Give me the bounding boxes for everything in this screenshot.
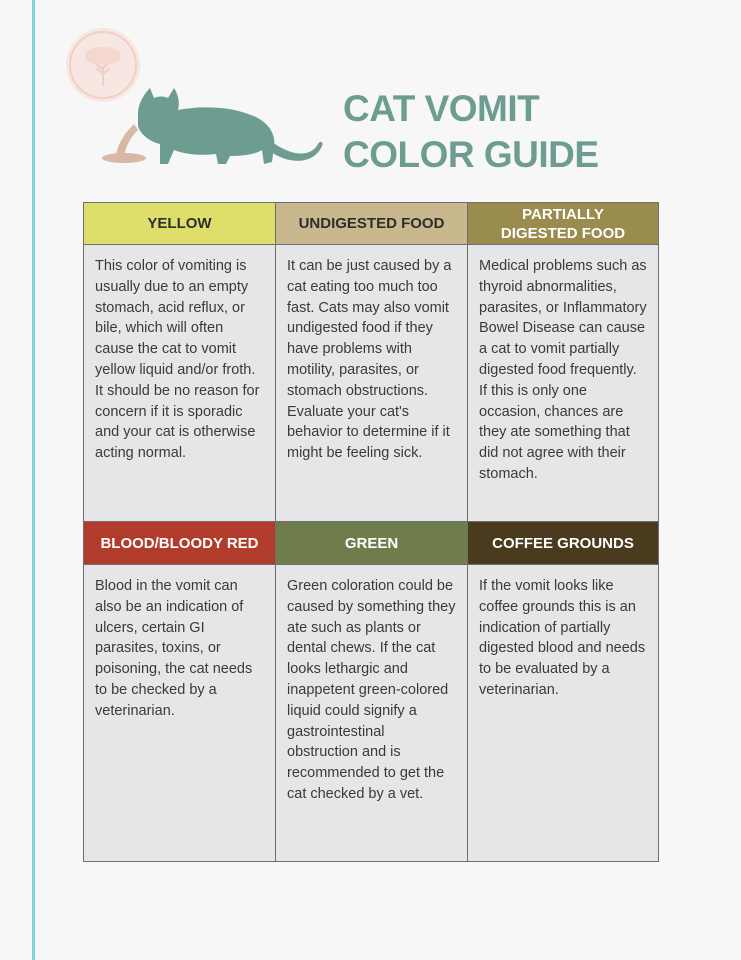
- left-accent-rule: [32, 0, 35, 960]
- cell-blood: [84, 565, 276, 861]
- cat-silhouette-icon: [98, 84, 328, 174]
- color-guide-table: [83, 202, 659, 862]
- header-blood: BLOOD/BLOODY RED: [84, 521, 276, 565]
- cell-green: [276, 565, 468, 861]
- header-partially-digested-food: PARTIALLY DIGESTED FOOD: [468, 203, 658, 245]
- text-partially-digested-food: Medical problems such as thyroid abnormalities, parasites, or Inflammatory Bowel Disease can cause a cat to vomit partially digested food frequently. If this is only one occasion, chances are they ate something that did not agree with their stomach.: [479, 258, 647, 482]
- header-coffee-grounds: COFFEE GROUNDS: [468, 521, 658, 565]
- text-yellow: This color of vomiting is usually due to an empty stomach, acid reflux, or bile, which will often cause the cat to vomit yellow liquid and/or froth. It should be no reason for concern if it is sporadic and your cat is otherwise acting normal.: [95, 258, 260, 462]
- text-green: Green coloration could be caused by something they ate such as plants or dental chews. If the cat looks lethargic and inappetent green-colored liquid could signify a gastrointestinal obstruction and is recommended to get the cat checked by a vet.: [287, 578, 456, 802]
- title-line-1: CAT VOMIT: [343, 88, 540, 129]
- page-title: [343, 86, 599, 178]
- text-undigested-food: It can be just caused by a cat eating too much too fast. Cats may also vomit undigested food if they have problems with motility, parasites, or stomach obstructions. Evaluate your cat's behavior to determine if it might be feeling sick.: [287, 258, 452, 462]
- header-undigested-food: UNDIGESTED FOOD: [276, 203, 468, 245]
- cell-undigested-food: [276, 245, 468, 521]
- text-blood: Blood in the vomit can also be an indication of ulcers, certain GI parasites, toxins, or poisoning, the cat needs to be checked by a veterinarian.: [95, 578, 253, 719]
- cell-partially-digested-food: [468, 245, 658, 521]
- title-line-2: COLOR GUIDE: [343, 134, 599, 175]
- header-green: GREEN: [276, 521, 468, 565]
- cell-coffee-grounds: [468, 565, 658, 861]
- header-yellow: YELLOW: [84, 203, 276, 245]
- cell-yellow: [84, 245, 276, 521]
- text-coffee-grounds: If the vomit looks like coffee grounds this is an indication of partially digested blood and needs to be evaluated by a veterinarian.: [479, 578, 646, 698]
